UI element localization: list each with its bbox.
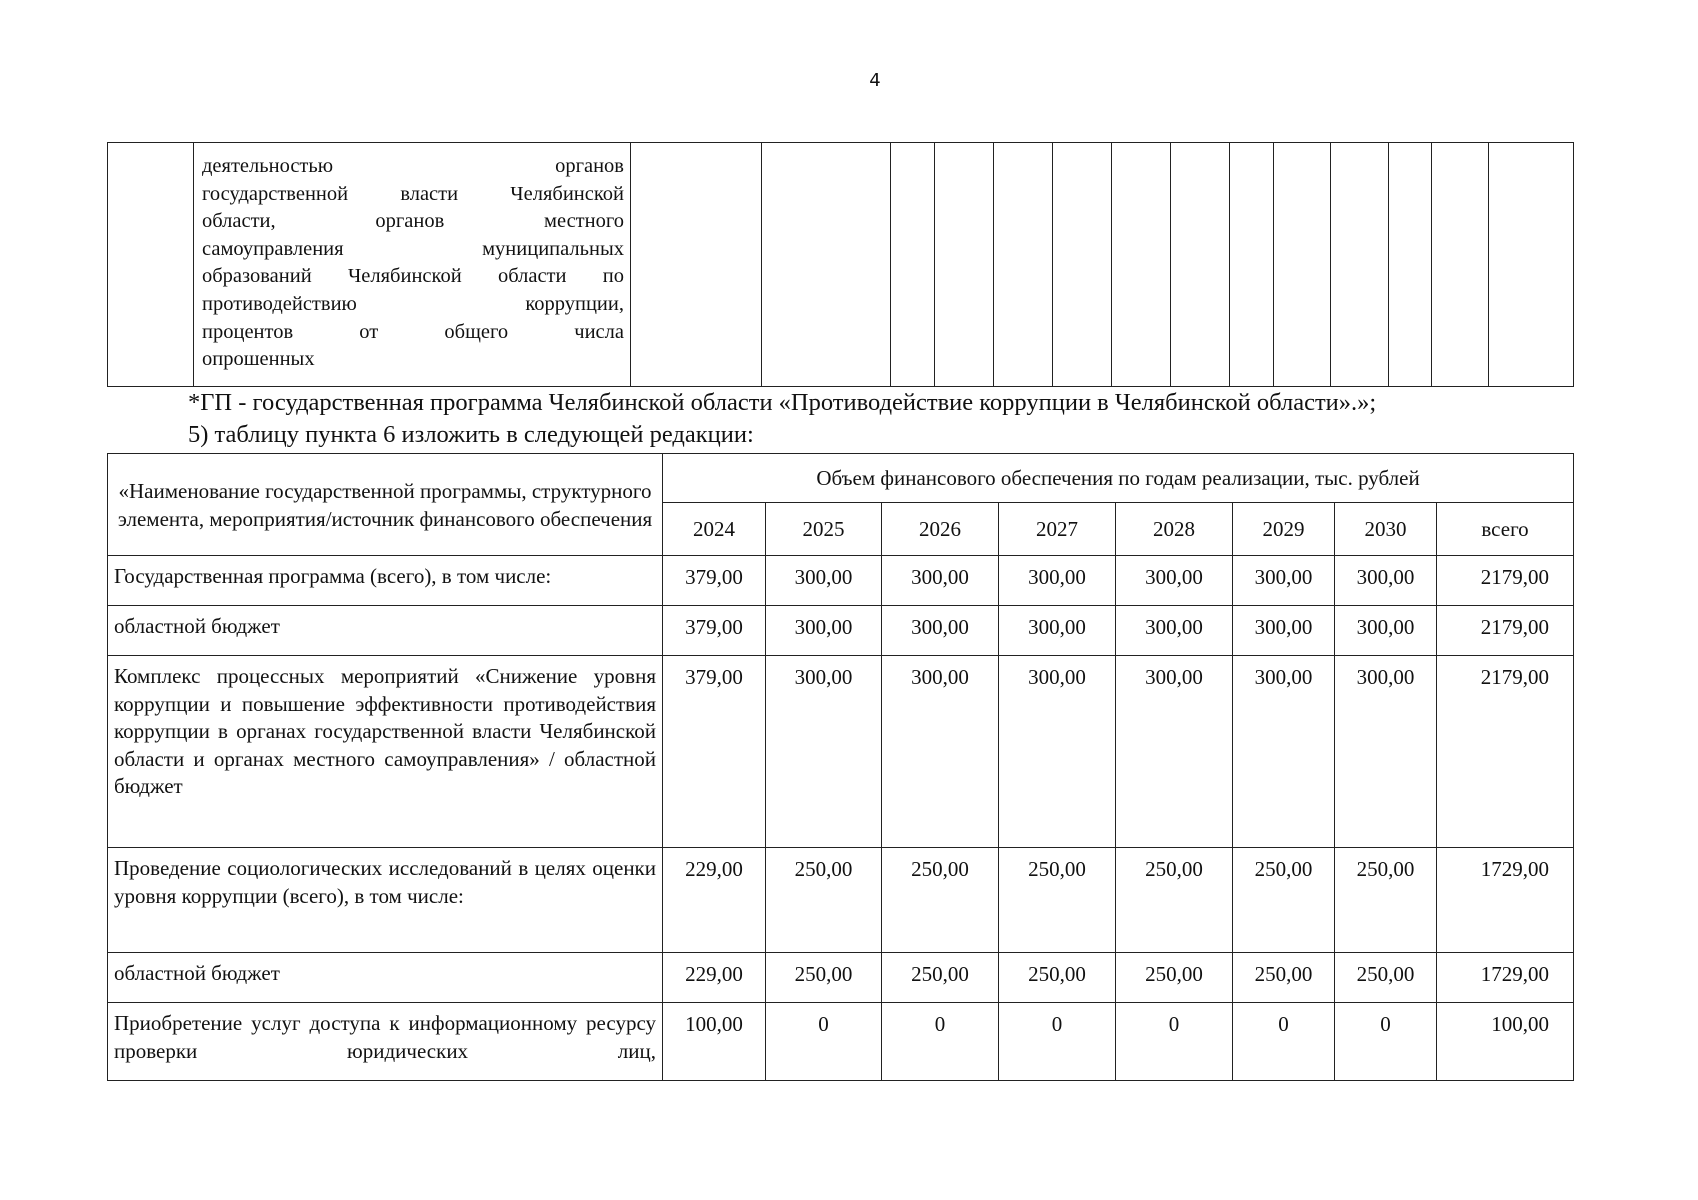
footnote: *ГП - государственная программа Челябинской области «Противодействие коррупции в Челябинской области».»; (188, 389, 1377, 416)
page-number: 4 (869, 70, 881, 91)
value-cell: 250,00 (766, 848, 882, 953)
name-column-header: «Наименование государственной программы, структурного элемента, мероприятия/источник финансового обеспечения (108, 454, 663, 556)
table-cell (1489, 143, 1574, 387)
value-cell: 229,00 (663, 848, 766, 953)
description-line: опрошенных (202, 348, 315, 371)
value-cell: 0 (1335, 1003, 1437, 1081)
table-row (108, 656, 1574, 848)
value-cell: 300,00 (1335, 606, 1437, 656)
row-name: Проведение социологических исследований в целях оценки уровня коррупции (всего), в том числе: (108, 848, 663, 953)
table-row (108, 1003, 1574, 1081)
year-header: 2025 (766, 503, 882, 556)
total-cell: 1729,00 (1437, 953, 1574, 1003)
description-line: деятельностью органов (202, 155, 624, 177)
table-cell (1053, 143, 1112, 387)
year-header: 2026 (882, 503, 999, 556)
total-cell: 100,00 (1437, 1003, 1574, 1081)
value-cell: 300,00 (882, 606, 999, 656)
finance-table (107, 453, 1574, 1081)
table-cell (1230, 143, 1274, 387)
value-cell: 0 (766, 1003, 882, 1081)
table-cell (994, 143, 1053, 387)
value-cell: 300,00 (999, 656, 1116, 848)
value-cell: 300,00 (1116, 656, 1233, 848)
value-cell: 300,00 (766, 656, 882, 848)
description-line: государственной власти Челябинской (202, 182, 624, 205)
table-row (108, 606, 1574, 656)
value-cell: 250,00 (1116, 848, 1233, 953)
value-cell: 0 (1116, 1003, 1233, 1081)
value-cell: 379,00 (663, 656, 766, 848)
value-cell: 300,00 (882, 556, 999, 606)
table-cell (1331, 143, 1389, 387)
value-cell: 300,00 (999, 556, 1116, 606)
value-cell: 300,00 (1335, 656, 1437, 848)
volume-header: Объем финансового обеспечения по годам реализации, тыс. рублей (663, 454, 1574, 503)
instruction-text: 5) таблицу пункта 6 изложить в следующей редакции: (188, 421, 754, 448)
indicator-table-continuation (107, 142, 1574, 387)
value-cell: 300,00 (1233, 656, 1335, 848)
value-cell: 250,00 (766, 953, 882, 1003)
row-name: областной бюджет (108, 606, 663, 656)
value-cell: 100,00 (663, 1003, 766, 1081)
total-cell: 2179,00 (1437, 556, 1574, 606)
header-row (108, 454, 1574, 503)
table-cell (631, 143, 762, 387)
description-line: области, органов местного (202, 210, 624, 233)
value-cell: 300,00 (882, 656, 999, 848)
total-header: всего (1437, 503, 1574, 556)
description-line: противодействию коррупции, (202, 292, 624, 315)
year-header: 2024 (663, 503, 766, 556)
value-cell: 229,00 (663, 953, 766, 1003)
value-cell: 300,00 (1116, 556, 1233, 606)
value-cell: 300,00 (1335, 556, 1437, 606)
year-header: 2029 (1233, 503, 1335, 556)
table-cell (935, 143, 994, 387)
value-cell: 0 (882, 1003, 999, 1081)
total-cell: 2179,00 (1437, 656, 1574, 848)
value-cell: 300,00 (766, 556, 882, 606)
row-name: Государственная программа (всего), в том числе: (108, 556, 663, 606)
value-cell: 379,00 (663, 556, 766, 606)
year-header: 2028 (1116, 503, 1233, 556)
description-line: самоуправления муниципальных (202, 237, 624, 260)
row-name: Комплекс процессных мероприятий «Снижение уровня коррупции и повышение эффективности противодействия коррупции в органах государственной власти Челябинской области и органах местного самоуправления» / областной бюджет (108, 656, 663, 848)
value-cell: 250,00 (1233, 848, 1335, 953)
table-cell (108, 143, 194, 387)
value-cell: 0 (1233, 1003, 1335, 1081)
description-line: образований Челябинской области по (202, 265, 624, 288)
total-cell: 2179,00 (1437, 606, 1574, 656)
table-row (108, 848, 1574, 953)
value-cell: 250,00 (1335, 848, 1437, 953)
value-cell: 250,00 (1233, 953, 1335, 1003)
value-cell: 300,00 (999, 606, 1116, 656)
value-cell: 250,00 (999, 953, 1116, 1003)
table-cell (1432, 143, 1489, 387)
table-row (108, 556, 1574, 606)
value-cell: 250,00 (882, 848, 999, 953)
description-line: процентов от общего числа (202, 320, 624, 343)
table-cell (762, 143, 891, 387)
row-name: областной бюджет (108, 953, 663, 1003)
value-cell: 250,00 (1335, 953, 1437, 1003)
table-cell (1112, 143, 1171, 387)
year-header: 2027 (999, 503, 1116, 556)
table-row (108, 953, 1574, 1003)
value-cell: 300,00 (1233, 556, 1335, 606)
value-cell: 250,00 (1116, 953, 1233, 1003)
value-cell: 250,00 (882, 953, 999, 1003)
total-cell: 1729,00 (1437, 848, 1574, 953)
table-cell (1171, 143, 1230, 387)
value-cell: 300,00 (1116, 606, 1233, 656)
value-cell: 300,00 (1233, 606, 1335, 656)
table-row (108, 143, 1574, 387)
row-name: Приобретение услуг доступа к информационному ресурсу проверки юридических лиц, (108, 1003, 663, 1081)
value-cell: 379,00 (663, 606, 766, 656)
table-cell (1274, 143, 1331, 387)
indicator-description (194, 143, 631, 387)
table-cell (1389, 143, 1432, 387)
value-cell: 0 (999, 1003, 1116, 1081)
value-cell: 300,00 (766, 606, 882, 656)
table-cell (891, 143, 935, 387)
value-cell: 250,00 (999, 848, 1116, 953)
year-header: 2030 (1335, 503, 1437, 556)
